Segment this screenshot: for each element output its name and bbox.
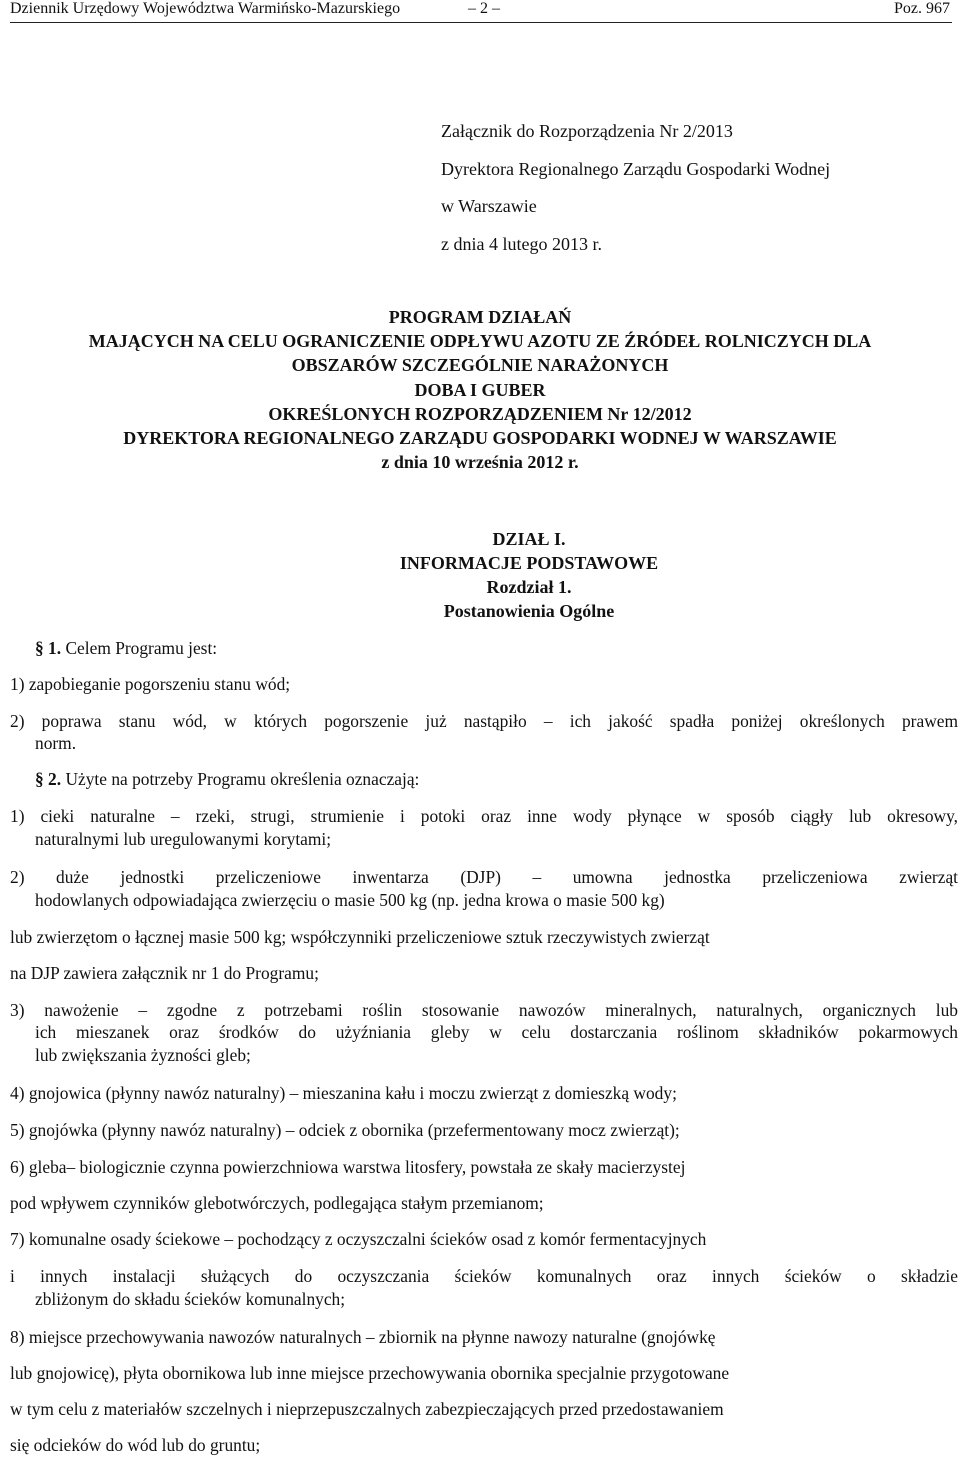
list-item: 6) gleba– biologicznie czynna powierzchniowa warstwa litosfery, powstała ze skały macierzystej bbox=[10, 1157, 686, 1177]
title-line: MAJĄCYCH NA CELU OGRANICZENIE ODPŁYWU AZOTU ZE ŹRÓDEŁ ROLNICZYCH DLA bbox=[88, 331, 872, 352]
position-number: Poz. 967 bbox=[894, 0, 950, 17]
title-line: DYREKTORA REGIONALNEGO ZARZĄDU GOSPODARKI WODNEJ W WARSZAWIE bbox=[123, 428, 837, 449]
list-item-cont: hodowlanych odpowiadająca zwierzęciu o masie 500 kg (np. jedna krowa o masie 500 kg) bbox=[35, 890, 665, 910]
list-item: 4) gnojowica (płynny nawóz naturalny) – mieszanina kału i moczu zwierząt z domieszką wody; bbox=[10, 1083, 677, 1103]
journal-title: Dziennik Urzędowy Województwa Warmińsko-Mazurskiego bbox=[10, 0, 401, 17]
annex-line: Załącznik do Rozporządzenia Nr 2/2013 bbox=[441, 121, 733, 141]
list-item: 8) miejsce przechowywania nawozów naturalnych – zbiornik na płynne nawozy naturalne (gnojówkę bbox=[10, 1327, 716, 1347]
paragraph-text: Celem Programu jest: bbox=[65, 638, 218, 658]
list-item: 2) duże jednostki przeliczeniowe inwentarza (DJP) – umowna jednostka przeliczeniowa zwierząt bbox=[10, 867, 958, 887]
page-number: – 2 – bbox=[468, 0, 500, 17]
paragraph-1 bbox=[35, 637, 217, 660]
list-item: 5) gnojówka (płynny nawóz naturalny) – odciek z obornika (przefermentowany mocz zwierząt); bbox=[10, 1120, 680, 1140]
annex-line: Dyrektora Regionalnego Zarządu Gospodarki Wodnej bbox=[441, 158, 831, 179]
list-item-cont: lub zwiększania żyzności gleb; bbox=[35, 1045, 251, 1065]
dzial-title: INFORMACJE PODSTAWOWE bbox=[399, 553, 659, 573]
list-item-cont: norm. bbox=[35, 733, 77, 753]
list-item-cont: ich mieszanek oraz środków do użyźniania gleby w celu dostarczania roślinom składników pokarmowych bbox=[35, 1022, 958, 1042]
list-item-cont: w tym celu z materiałów szczelnych i nieprzepuszczalnych zabezpieczających przed przedostawaniem bbox=[10, 1399, 724, 1419]
dzial-number: DZIAŁ I. bbox=[492, 529, 566, 549]
title-line: DOBA I GUBER bbox=[414, 379, 546, 400]
rozdzial-title: Postanowienia Ogólne bbox=[443, 601, 615, 621]
list-item: 3) nawożenie – zgodne z potrzebami roślin stosowanie nawozów mineralnych, naturalnych, organicznych lub bbox=[10, 1000, 958, 1020]
annex-line: w Warszawie bbox=[441, 196, 537, 216]
page-header bbox=[10, 0, 952, 23]
list-item-cont: lub zwierzętom o łącznej masie 500 kg; współczynniki przeliczeniowe sztuk rzeczywistych zwierząt bbox=[10, 927, 710, 947]
list-item-cont: się odcieków do wód lub do gruntu; bbox=[10, 1435, 261, 1455]
list-item-cont: i innych instalacji służących do oczyszczania ścieków komunalnych oraz innych ścieków o składzie bbox=[10, 1266, 958, 1286]
list-item: 1) cieki naturalne – rzeki, strugi, strumienie i potoki oraz inne wody płynące w sposób ciągły lub okresowy, bbox=[10, 806, 958, 826]
list-item-cont: naturalnymi lub uregulowanymi korytami; bbox=[35, 829, 332, 849]
title-line: OBSZARÓW SZCZEGÓLNIE NARAŻONYCH bbox=[291, 355, 669, 376]
annex-line: z dnia 4 lutego 2013 r. bbox=[441, 233, 602, 254]
paragraph-number: § 2. bbox=[35, 769, 62, 789]
title-line: OKREŚLONYCH ROZPORZĄDZENIEM Nr 12/2012 bbox=[268, 403, 692, 424]
rozdzial-number: Rozdział 1. bbox=[486, 577, 572, 597]
paragraph-number: § 1. bbox=[35, 638, 62, 658]
annex-block bbox=[441, 113, 830, 263]
paragraph-2 bbox=[35, 768, 419, 791]
list-item: 7) komunalne osady ściekowe – pochodzący z oczyszczalni ścieków osad z komór fermentacyjnych bbox=[10, 1229, 707, 1249]
list-item-cont: zbliżonym do składu ścieków komunalnych; bbox=[35, 1289, 346, 1309]
paragraph-text: Użyte na potrzeby Programu określenia oznaczają: bbox=[65, 769, 420, 789]
list-item: 1) zapobieganie pogorszeniu stanu wód; bbox=[10, 674, 291, 694]
title-line: z dnia 10 września 2012 r. bbox=[381, 452, 579, 473]
list-item-cont: lub gnojowicę), płyta obornikowa lub inne miejsce przechowywania obornika specjalnie przygotowane bbox=[10, 1363, 730, 1383]
list-item: 2) poprawa stanu wód, w których pogorszenie już nastąpiło – ich jakość spadła poniżej określonych prawem bbox=[10, 711, 958, 731]
title-line: PROGRAM DZIAŁAŃ bbox=[388, 307, 572, 327]
list-item-cont: pod wpływem czynników glebotwórczych, podlegająca stałym przemianom; bbox=[10, 1193, 544, 1213]
document-title bbox=[0, 305, 960, 474]
section-heading bbox=[0, 527, 960, 623]
list-item-cont: na DJP zawiera załącznik nr 1 do Programu; bbox=[10, 963, 319, 983]
